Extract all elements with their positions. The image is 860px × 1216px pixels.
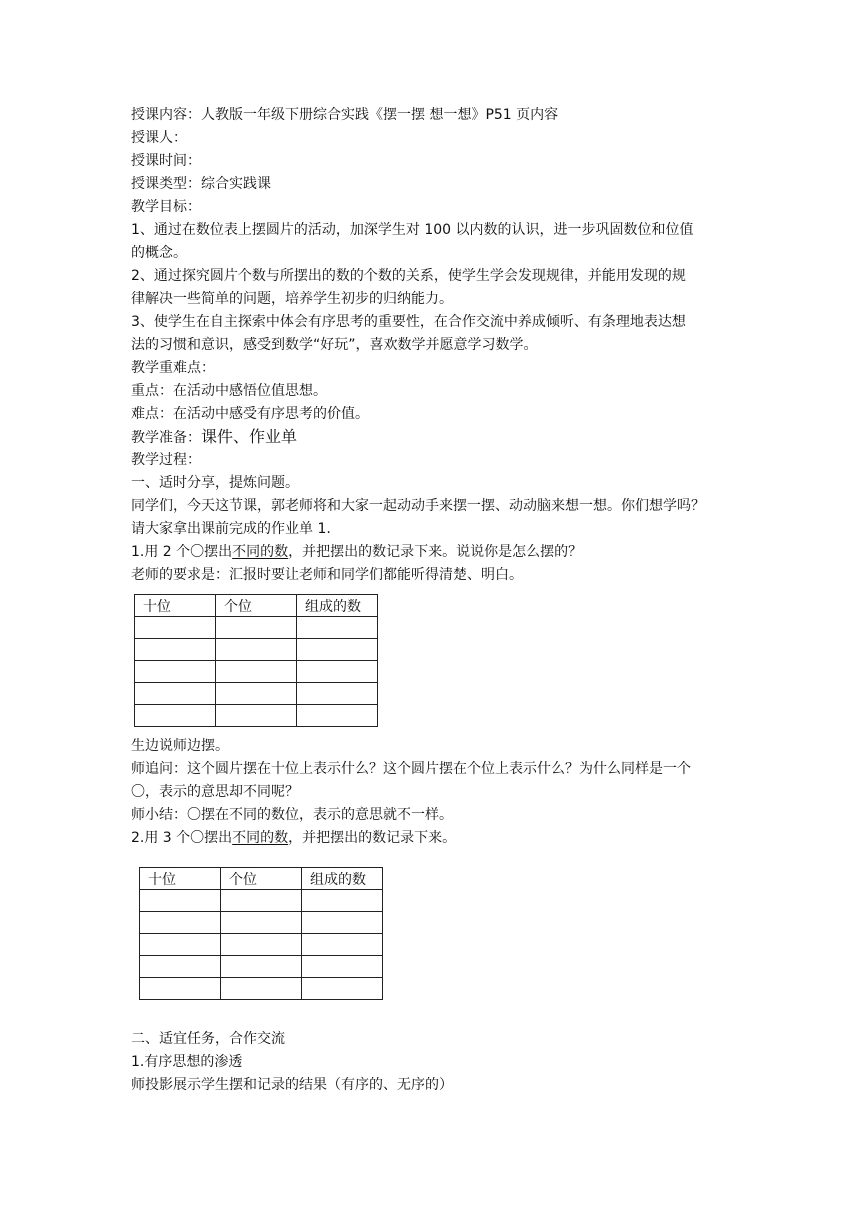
difficulty-line: 难点：在活动中感受有序思考的价值。 xyxy=(131,406,369,422)
table-row xyxy=(135,661,378,683)
header-number: 组成的数 xyxy=(302,868,383,890)
record-table-1 xyxy=(134,594,378,727)
table-cell xyxy=(135,705,216,727)
table-cell xyxy=(216,639,297,661)
header-tens: 十位 xyxy=(140,868,221,890)
table-cell xyxy=(297,705,378,727)
task-2-line xyxy=(131,827,731,849)
objective-1-line2: 的概念。 xyxy=(131,245,187,261)
table-row xyxy=(140,956,383,978)
table-row xyxy=(140,934,383,956)
teacher-line: 授课人： xyxy=(131,130,187,146)
table-row xyxy=(140,978,383,1000)
table-row xyxy=(140,912,383,934)
objectives-heading: 教学目标： xyxy=(131,199,201,215)
key-point-line: 重点：在活动中感悟位值思想。 xyxy=(131,383,327,399)
objective-1-line1: 1、通过在数位表上摆圆片的活动，加深学生对 100 以内数的认识，进一步巩固数位和位值 xyxy=(131,222,694,238)
table-cell xyxy=(302,956,383,978)
table-cell xyxy=(297,683,378,705)
header-ones: 个位 xyxy=(221,868,302,890)
table-cell xyxy=(221,934,302,956)
process-heading: 教学过程： xyxy=(131,452,201,468)
table-header-row xyxy=(140,868,383,890)
task-1-line xyxy=(131,541,731,563)
table-cell xyxy=(297,639,378,661)
task-1-prefix: 1.用 2 个〇摆出 xyxy=(131,544,233,560)
table-row xyxy=(135,705,378,727)
preparation-line xyxy=(131,426,731,448)
table-row xyxy=(140,890,383,912)
task-1-underlined: 不同的数 xyxy=(232,544,289,560)
preparation-value: 课件、作业单 xyxy=(201,427,298,446)
table-cell xyxy=(221,890,302,912)
student-action-line: 生边说师边摆。 xyxy=(131,738,229,754)
follow-up-line1: 师追问：这个圆片摆在十位上表示什么？这个圆片摆在个位上表示什么？为什么同样是一个 xyxy=(131,761,691,777)
table-cell xyxy=(140,956,221,978)
table-cell xyxy=(135,661,216,683)
summary-line: 师小结：〇摆在不同的数位，表示的意思就不一样。 xyxy=(131,807,453,823)
table-cell xyxy=(135,617,216,639)
table-cell xyxy=(302,890,383,912)
table-cell xyxy=(302,934,383,956)
table-row xyxy=(135,617,378,639)
table-row xyxy=(135,639,378,661)
header-ones: 个位 xyxy=(216,595,297,617)
objective-3-line1: 3、使学生在自主探索中体会有序思考的重要性，在合作交流中养成倾听、有条理地表达想 xyxy=(131,314,686,330)
task-1-suffix: ，并把摆出的数记录下来。说说你是怎么摆的？ xyxy=(288,544,583,560)
intro-line1: 同学们，今天这节课，郭老师将和大家一起动动手来摆一摆、动动脑来想一想。你们想学吗？ xyxy=(131,498,705,514)
teacher-requirement-line: 老师的要求是：汇报时要让老师和同学们都能听得清楚、明白。 xyxy=(131,567,523,583)
table-cell xyxy=(221,956,302,978)
ordered-thinking-heading: 1.有序思想的渗透 xyxy=(131,1054,243,1070)
table-header-row xyxy=(135,595,378,617)
task-2-suffix: ，并把摆出的数记录下来。 xyxy=(288,830,457,846)
table-cell xyxy=(140,934,221,956)
table-cell xyxy=(297,661,378,683)
intro-line2: 请大家拿出课前完成的作业单 1. xyxy=(131,521,331,537)
table-cell xyxy=(216,617,297,639)
time-line: 授课时间： xyxy=(131,153,201,169)
lesson-content-line: 授课内容：人教版一年级下册综合实践《摆一摆 想一想》P51 页内容 xyxy=(131,107,559,123)
table-cell xyxy=(140,890,221,912)
table-cell xyxy=(216,683,297,705)
table-cell xyxy=(135,639,216,661)
section-2-heading: 二、适宜任务，合作交流 xyxy=(131,1031,285,1047)
key-difficult-heading: 教学重难点： xyxy=(131,360,215,376)
preparation-label: 教学准备： xyxy=(131,430,201,446)
objective-2-line1: 2、通过探究圆片个数与所摆出的数的个数的关系，使学生学会发现规律，并能用发现的规 xyxy=(131,268,686,284)
table-cell xyxy=(216,705,297,727)
table-row xyxy=(135,683,378,705)
task-2-underlined: 不同的数 xyxy=(232,830,289,846)
table-cell xyxy=(302,912,383,934)
table-cell xyxy=(135,683,216,705)
table-cell xyxy=(140,978,221,1000)
task-2-prefix: 2.用 3 个〇摆出 xyxy=(131,830,233,846)
record-table-2 xyxy=(139,867,383,1000)
follow-up-line2: 〇，表示的意思却不同呢？ xyxy=(131,784,299,800)
table-cell xyxy=(216,661,297,683)
objective-3-line2: 法的习惯和意识，感受到数学“好玩”，喜欢数学并愿意学习数学。 xyxy=(131,337,538,353)
section-1-heading: 一、适时分享，提炼问题。 xyxy=(131,475,299,491)
header-number: 组成的数 xyxy=(297,595,378,617)
table-cell xyxy=(221,978,302,1000)
type-line: 授课类型：综合实践课 xyxy=(131,176,271,192)
table-cell xyxy=(302,978,383,1000)
table-cell xyxy=(140,912,221,934)
table-cell xyxy=(297,617,378,639)
table-cell xyxy=(221,912,302,934)
projection-line: 师投影展示学生摆和记录的结果（有序的、无序的） xyxy=(131,1077,453,1093)
objective-2-line2: 律解决一些简单的问题，培养学生初步的归纳能力。 xyxy=(131,291,453,307)
header-tens: 十位 xyxy=(135,595,216,617)
